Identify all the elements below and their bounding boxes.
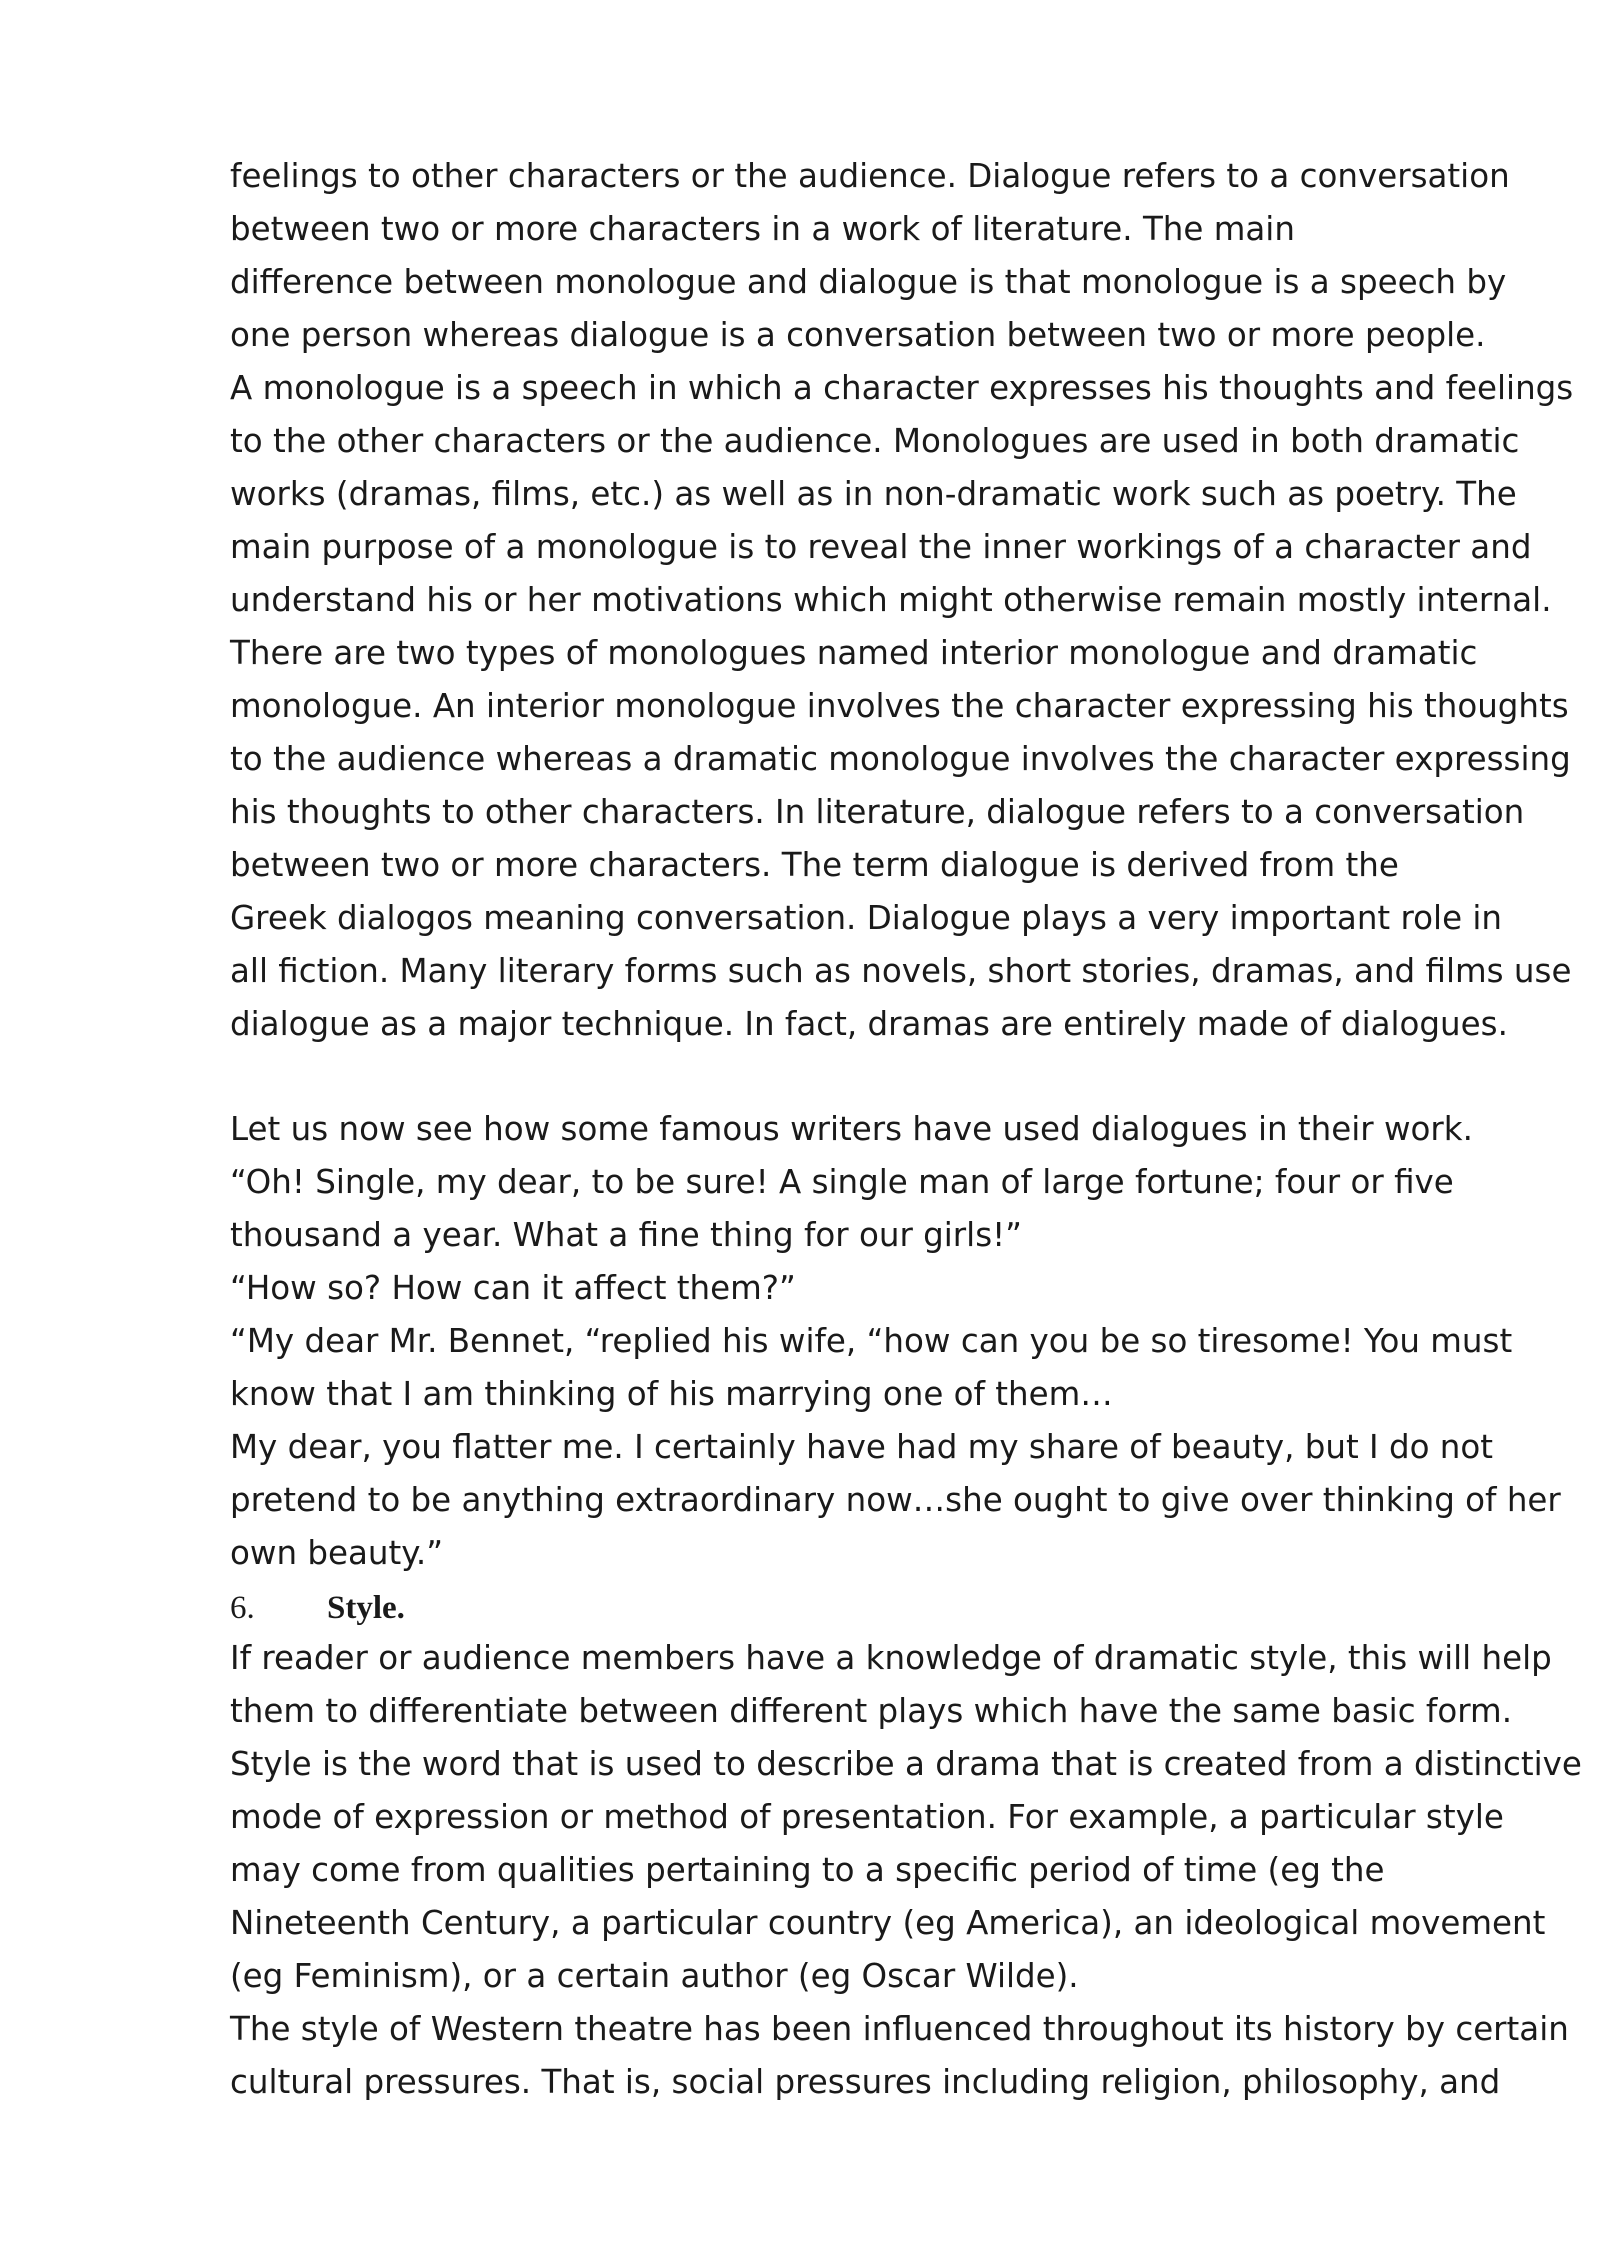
text-line: “Oh! Single, my dear, to be sure! A single man of large fortune; four or five [230, 1163, 1454, 1201]
paragraph-style [230, 1632, 1582, 2109]
text-line: to the other characters or the audience. Monologues are used in both dramatic [230, 422, 1520, 460]
text-line: If reader or audience members have a knowledge of dramatic style, this will help [230, 1639, 1552, 1677]
text-line: monologue. An interior monologue involves the character expressing his thoughts [230, 687, 1569, 725]
text-line: one person whereas dialogue is a conversation between two or more people. [230, 316, 1486, 354]
text-line: cultural pressures. That is, social pressures including religion, philosophy, and [230, 2063, 1501, 2101]
text-line: to the audience whereas a dramatic monologue involves the character expressing [230, 740, 1571, 778]
text-line: A monologue is a speech in which a character expresses his thoughts and feelings [230, 369, 1574, 407]
section-title: Style. [327, 1590, 405, 1626]
text-line: them to differentiate between different plays which have the same basic form. [230, 1692, 1513, 1730]
text-line: dialogue as a major technique. In fact, dramas are entirely made of dialogues. [230, 1005, 1508, 1043]
text-line: mode of expression or method of presentation. For example, a particular style [230, 1798, 1504, 1836]
text-line: his thoughts to other characters. In literature, dialogue refers to a conversation [230, 793, 1525, 831]
text-line: works (dramas, films, etc.) as well as in non-dramatic work such as poetry. The [230, 475, 1517, 513]
text-line: (eg Feminism), or a certain author (eg Oscar Wilde). [230, 1957, 1079, 1995]
paragraph-dialogue-examples [230, 1103, 1561, 1580]
text-line: understand his or her motivations which might otherwise remain mostly internal. [230, 581, 1552, 619]
text-line: own beauty.” [230, 1534, 444, 1572]
text-line: pretend to be anything extraordinary now…she ought to give over thinking of her [230, 1481, 1561, 1519]
text-line: know that I am thinking of his marrying one of them… [230, 1375, 1113, 1413]
text-line: difference between monologue and dialogue is that monologue is a speech by [230, 263, 1507, 301]
text-line: may come from qualities pertaining to a specific period of time (eg the [230, 1851, 1385, 1889]
text-line: “How so? How can it affect them?” [230, 1269, 796, 1307]
text-line: between two or more characters in a work of literature. The main [230, 210, 1295, 248]
text-line: Nineteenth Century, a particular country (eg America), an ideological movement [230, 1904, 1546, 1942]
text-line: Let us now see how some famous writers have used dialogues in their work. [230, 1110, 1473, 1148]
text-line: The style of Western theatre has been influenced throughout its history by certain [230, 2010, 1569, 2048]
text-line: “My dear Mr. Bennet, “replied his wife, “how can you be so tiresome! You must [230, 1322, 1513, 1360]
text-line: Greek dialogos meaning conversation. Dialogue plays a very important role in [230, 899, 1503, 937]
section-heading-style [230, 1582, 405, 1635]
text-line: between two or more characters. The term dialogue is derived from the [230, 846, 1399, 884]
text-line: thousand a year. What a fine thing for our girls!” [230, 1216, 1022, 1254]
text-line: feelings to other characters or the audience. Dialogue refers to a conversation [230, 157, 1510, 195]
paragraph-monologue-dialogue [230, 150, 1574, 1051]
text-line: Style is the word that is used to describe a drama that is created from a distinctive [230, 1745, 1582, 1783]
text-line: There are two types of monologues named interior monologue and dramatic [230, 634, 1478, 672]
text-line: all fiction. Many literary forms such as novels, short stories, dramas, and films use [230, 952, 1572, 990]
text-line: main purpose of a monologue is to reveal the inner workings of a character and [230, 528, 1532, 566]
section-number: 6. [230, 1590, 255, 1626]
text-line: My dear, you flatter me. I certainly have had my share of beauty, but I do not [230, 1428, 1494, 1466]
